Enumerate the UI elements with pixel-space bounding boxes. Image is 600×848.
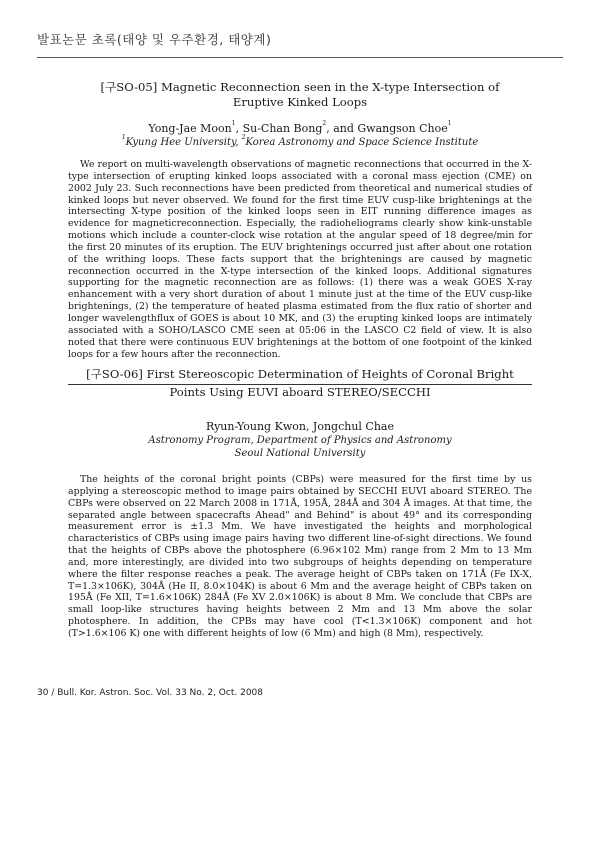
affiliation-line1: Astronomy Program, Department of Physics and Astronomy — [148, 435, 452, 446]
abstract-so-05 — [68, 80, 532, 360]
author-list: Yong-Jae Moon$^1$, Su-Chan Bong$^2$, and Gwangson Choe$^1$ — [148, 120, 452, 135]
abstract-title-line2: Eruptive Kinked Loops — [232, 95, 368, 109]
abstract-body: We report on multi-wavelength observations of magnetic reconnections that occurred in the X-type intersection of erupting kinked loops associated with a coronal mass ejection (CME) on 2002 July 23. Such reconnections have been predicted from theoretical and numerical studies of kinked loops but never observed. We found for the first time EUV cusp-like brightenings at the intersecting X-type position of the kinked loops seen in EIT running difference images as evidence for magneticreconnection. Especially, the radioheliograms clearly show kink-unstable motions which include a counter-clock wise rotation at the angular speed of 18 degree/min for the first 20 minutes of its eruption. The EUV brightenings occurred just after about one rotation of the writhing loops. These facts support that the brightenings are caused by magnetic reconnection occurred in the X-type intersection of the kinked loops. Additional signatures supporting for the magnetic reconnection are as follows: (1) there was a weak GOES X-ray enhancement with a very short duration of about 1 minute just at the time of the EUV cusp-like brightenings, (2) the temperature of heated plasma estimated from the flux ratio of shorter and longer wavelengthflux of GOES is about 10 MK, and (3) the erupting kinked loops are intimately associated with a SOHO/LASCO CME seen at 05:06 in the LASCO C2 field of view. It is also noted that there were continuous EUV brightenings at the bottom of one footpoint of the kinked loops for a few hours after the reconnection. — [68, 159, 532, 360]
abstract-title-line1: [구SO-05] Magnetic Reconnection seen in the X-type Intersection of — [100, 80, 500, 94]
author-list: Ryun-Young Kwon, Jongchul Chae — [205, 420, 395, 433]
affiliation: $^1$Kyung Hee University, $^2$Korea Astronomy and Space Science Institute — [121, 134, 479, 148]
abstract-title-line2: Points Using EUVI aboard STEREO/SECCHI — [169, 385, 431, 399]
running-header: 발표논문 초록(태양 및 우주환경, 태양계) — [37, 30, 563, 58]
abstract-so-06 — [68, 367, 532, 640]
abstract-body: The heights of the coronal bright points (CBPs) were measured for the first time by us applying a stereoscopic method to image pairs obtained by SECCHI EUVI aboard STEREO. The CBPs were observed on 22 March 2008 in 171Å, 195Å, 284Å and 304 Å images. At that time, the separated angle between spacecrafts Ahead" and Behind" is about 49° and its corresponding measurement error is ±1.3 Mm. We have investigated the heights and morphological characteristics of CBPs using image pairs having two different line-of-sight directions. We found that the heights of CBPs above the photosphere (6.96×102 Mm) range from 2 Mm to 13 Mm and, more interestingly, are divided into two subgroups of heights depending on temperature where the filter response reaches a peak. The average height of CBPs taken on 171Å (Fe IX-X, T=1.3×106K), 304Å (He II, 8.0×104K) is about 6 Mm and the average height of CBPs taken on 195Å (Fe XII, T=1.6×106K) 284Å (Fe XV 2.0×106K) is about 8 Mm. We conclude that CBPs are small loop-like structures having heights between 2 Mm and 13 Mm above the solar photosphere. In addition, the CPBs may have cool (T<1.3×106K) component and hot (T>1.6×106 K) one with different heights of low (6 Mm) and high (8 Mm), respectively. — [68, 474, 532, 639]
page-footer: 30 / Bull. Kor. Astron. Soc. Vol. 33 No. 2, Oct. 2008 — [37, 688, 263, 698]
affiliation-line2: Seoul National University — [234, 448, 366, 459]
abstract-title-line1: [구SO-06] First Stereoscopic Determination of Heights of Coronal Bright — [68, 367, 532, 385]
